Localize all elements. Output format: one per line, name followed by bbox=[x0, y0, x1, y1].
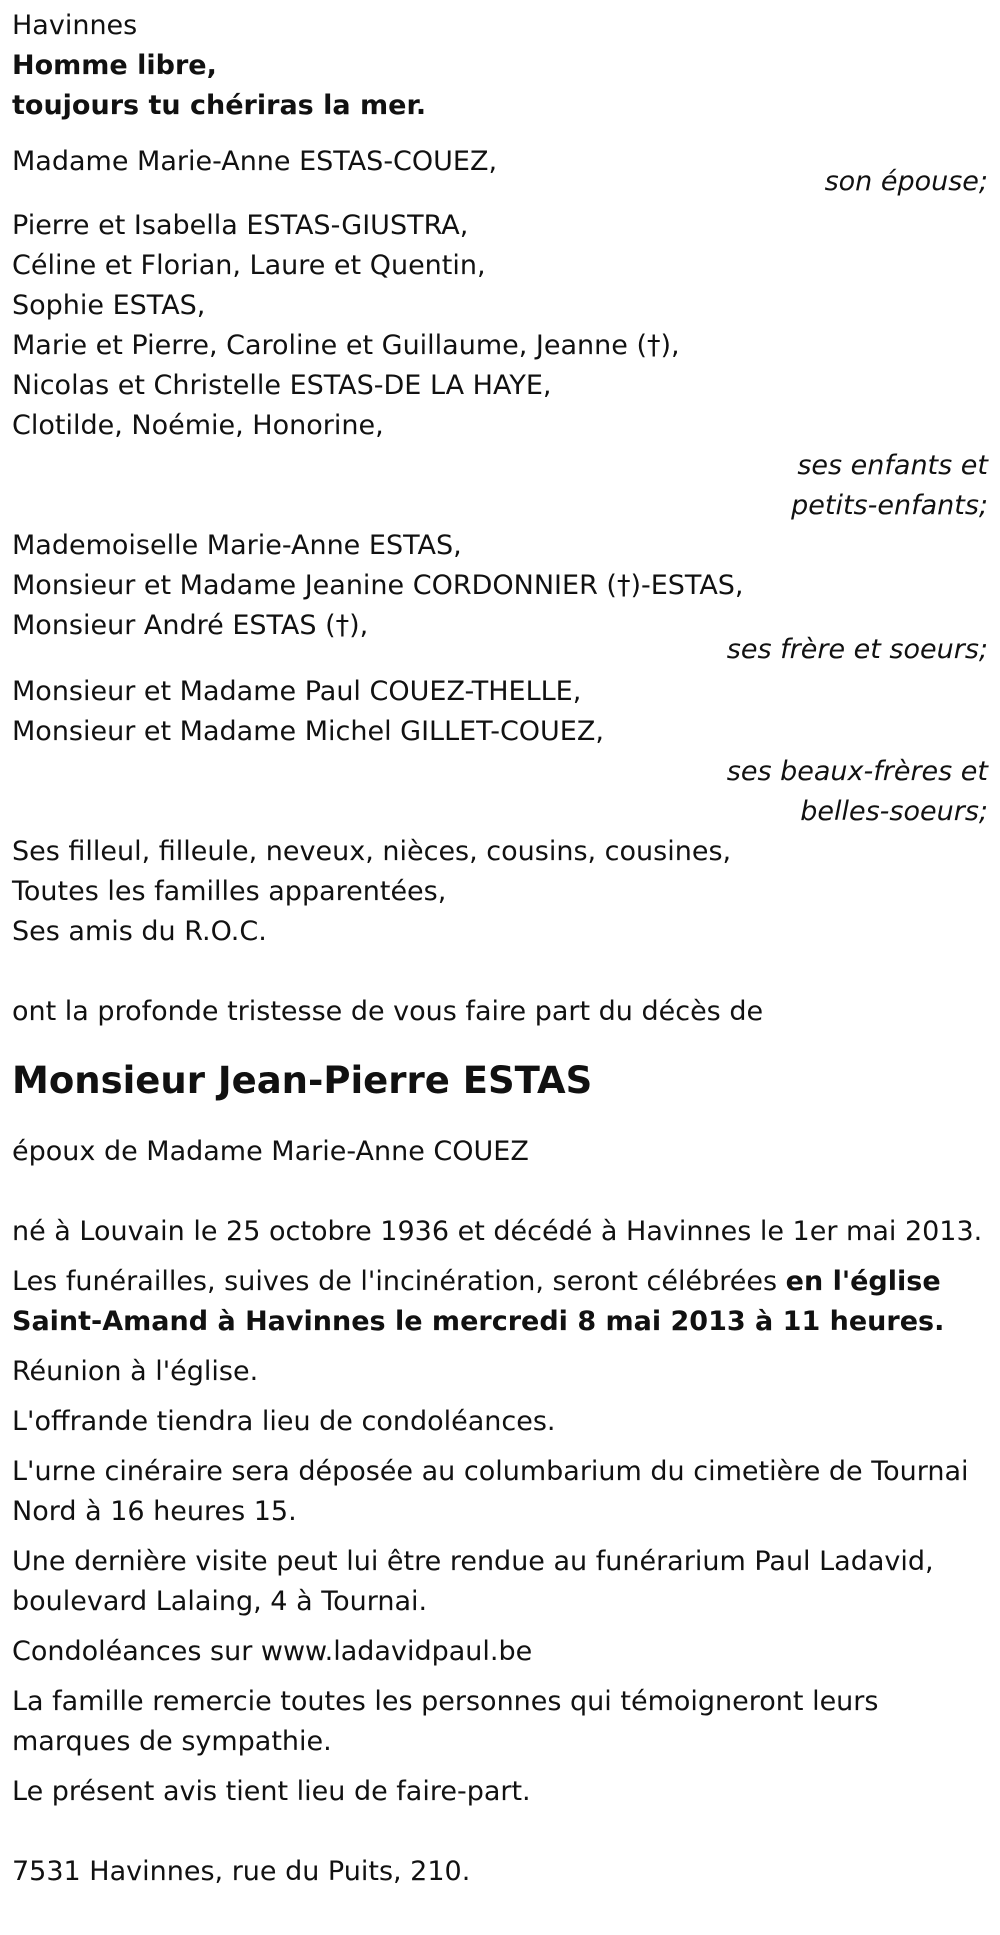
family-group-children bbox=[12, 206, 988, 526]
relatives-line: Ses amis du R.O.C. bbox=[12, 916, 267, 947]
family-role: belles-soeurs; bbox=[800, 796, 988, 827]
family-member: Marie et Pierre, Caroline et Guillaume, Jeanne (†), bbox=[12, 330, 680, 361]
family-member: Nicolas et Christelle ESTAS-DE LA HAYE, bbox=[12, 370, 552, 401]
family-role: ses beaux-frères et bbox=[726, 756, 988, 787]
announcement-text: ont la profonde tristesse de vous faire part du décès de bbox=[12, 996, 764, 1027]
family-group-siblings bbox=[12, 526, 988, 670]
funeral-info bbox=[12, 1262, 988, 1342]
family-member: Mademoiselle Marie-Anne ESTAS, bbox=[12, 530, 462, 561]
detail-paragraph: Le présent avis tient lieu de faire-part. bbox=[12, 1776, 531, 1807]
funeral-intro: Les funérailles, suives de l'incinération, seront célébrées bbox=[12, 1266, 786, 1297]
address-line: 7531 Havinnes, rue du Puits, 210. bbox=[12, 1856, 471, 1887]
detail-paragraph: L'urne cinéraire sera déposée au columbarium du cimetière de Tournai Nord à 16 heures 15. bbox=[12, 1456, 969, 1527]
relatives-line: Toutes les familles apparentées, bbox=[12, 876, 447, 907]
family-role: son épouse; bbox=[824, 166, 988, 197]
epigraph-line-2: toujours tu chériras la mer. bbox=[12, 90, 427, 121]
funeral-location-date: en l'église Saint-Amand à Havinnes le mercredi 8 mai 2013 à 11 heures. bbox=[12, 1266, 945, 1337]
other-relatives bbox=[12, 832, 988, 952]
family-member: Pierre et Isabella ESTAS-GIUSTRA, bbox=[12, 210, 469, 241]
birth-death-line: né à Louvain le 25 octobre 1936 et décédé à Havinnes le 1er mai 2013. bbox=[12, 1216, 983, 1247]
family-member: Sophie ESTAS, bbox=[12, 290, 206, 321]
relatives-line: Ses filleul, filleule, neveux, nièces, cousins, cousines, bbox=[12, 836, 732, 867]
family-member: Clotilde, Noémie, Honorine, bbox=[12, 410, 384, 441]
deceased-name: Monsieur Jean-Pierre ESTAS bbox=[12, 1059, 593, 1102]
family-role: ses enfants et bbox=[797, 450, 988, 481]
detail-paragraph: Réunion à l'église. bbox=[12, 1356, 259, 1387]
detail-paragraph: L'offrande tiendra lieu de condoléances. bbox=[12, 1406, 556, 1437]
detail-paragraph: La famille remercie toutes les personnes qui témoigneront leurs marques de sympathie. bbox=[12, 1686, 879, 1757]
detail-paragraph: Une dernière visite peut lui être rendue au funérarium Paul Ladavid, boulevard Lalaing, 4 à Tournai. bbox=[12, 1546, 934, 1617]
family-member: Céline et Florian, Laure et Quentin, bbox=[12, 250, 486, 281]
family-group-in-laws bbox=[12, 672, 988, 832]
family-member: Monsieur et Madame Paul COUEZ-THELLE, bbox=[12, 676, 582, 707]
family-role: petits-enfants; bbox=[791, 490, 988, 521]
family-member: Monsieur André ESTAS (†), bbox=[12, 610, 369, 641]
spouse-line: époux de Madame Marie-Anne COUEZ bbox=[12, 1136, 529, 1167]
family-member: Madame Marie-Anne ESTAS-COUEZ, bbox=[12, 146, 498, 177]
family-member: Monsieur et Madame Jeanine CORDONNIER (†)-ESTAS, bbox=[12, 570, 744, 601]
condolences-link[interactable]: Condoléances sur www.ladavidpaul.be bbox=[12, 1636, 533, 1667]
family-role: ses frère et soeurs; bbox=[726, 634, 988, 665]
family-member: Monsieur et Madame Michel GILLET-COUEZ, bbox=[12, 716, 604, 747]
location-header: Havinnes bbox=[12, 10, 138, 41]
epigraph-line-1: Homme libre, bbox=[12, 50, 217, 81]
family-group-spouse bbox=[12, 142, 988, 202]
